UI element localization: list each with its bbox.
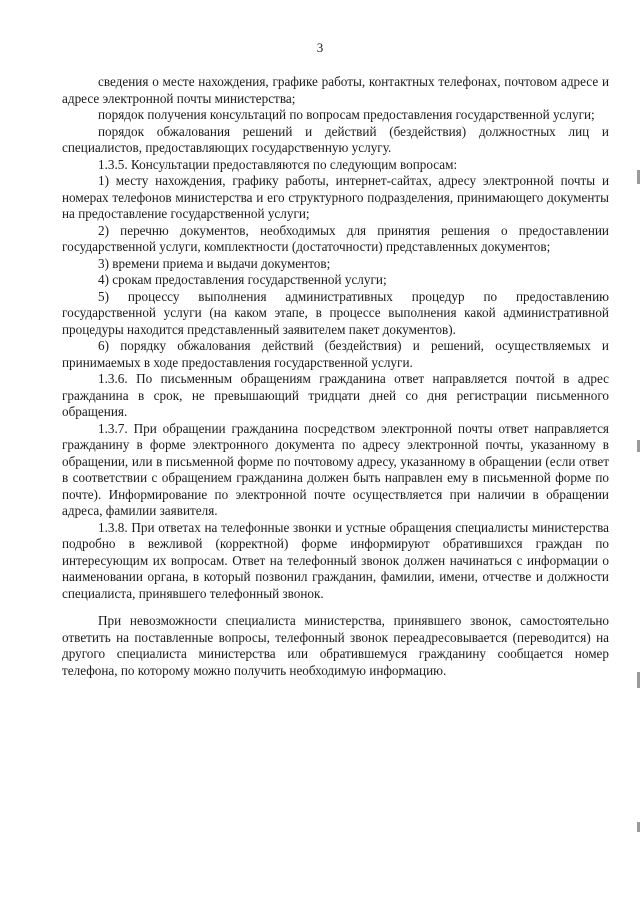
paragraph: 6) порядку обжалования действий (бездействия) и решений, осуществляемых и принимаемых в ходе предоставления государственной услуги.: [62, 338, 609, 370]
paragraph: 1.3.5. Консультации предоставляются по следующим вопросам:: [98, 156, 458, 172]
paragraph: 3) времени приема и выдачи документов;: [98, 255, 331, 271]
paragraph: 5) процессу выполнения административных процедур по предоставлению государственной услуги (на каком этапе, в процессе выполнения какой административной процедуры находится представленный заявителем пакет документов).: [62, 288, 609, 337]
page-number: 3: [316, 40, 324, 55]
paragraph: сведения о месте нахождения, графике работы, контактных телефонах, почтовом адресе и адресе электронной почты министерства;: [62, 74, 609, 106]
paragraph: При невозможности специалиста министерства, принявшего звонок, самостоятельно ответить на поставленные вопросы, телефонный звонок переадресовывается (переводится) на другого специалиста министерства или обратившемуся гражданину сообщается номер телефона, по которому можно получить необходимую информацию.: [62, 613, 609, 678]
paragraph: 2) перечню документов, необходимых для принятия решения о предоставлении государственной услуги, комплектности (достаточности) представленных документов;: [62, 222, 609, 254]
paragraph: 1.3.7. При обращении гражданина посредством электронной почты ответ направляется гражданину в форме электронного документа по адресу электронной почты, указанному в обращении, или в письменной форме по почтовому адресу, указанному в обращении (если ответ в соответствии с обращением гражданина должен быть направлен ему в письменной форме по почте). Информирование по электронной почте осуществляется при наличии в обращении адреса, фамилии заявителя.: [62, 420, 609, 518]
document-body: [62, 74, 609, 679]
paragraph: 1.3.8. При ответах на телефонные звонки и устные обращения специалисты министерства подробно в вежливой (корректной) форме информируют обратившихся граждан по интересующим их вопросам. Ответ на телефонный звонок должен начинаться с информации о наименовании органа, в который позвонил гражданин, фамилии, имени, отчестве и должности специалиста, принявшего телефонный звонок.: [62, 519, 609, 601]
paragraph: порядок обжалования решений и действий (бездействия) должностных лиц и специалистов, предоставляющих государственную услугу.: [62, 123, 609, 155]
scan-edge-marks: [636, 0, 640, 905]
paragraph: 1) месту нахождения, графику работы, интернет-сайтах, адресу электронной почты и номерах телефонов министерства и его структурного подразделения, принимающего документы на предоставление государственной услуги;: [62, 173, 609, 221]
paragraph: 4) срокам предоставления государственной услуги;: [98, 272, 387, 287]
paragraph: порядок получения консультаций по вопросам предоставления государственной услуги;: [98, 107, 595, 122]
paragraph: 1.3.6. По письменным обращениям гражданина ответ направляется почтой в адрес гражданина в срок, не превышающий тридцати дней со дня регистрации письменного обращения.: [62, 371, 609, 419]
